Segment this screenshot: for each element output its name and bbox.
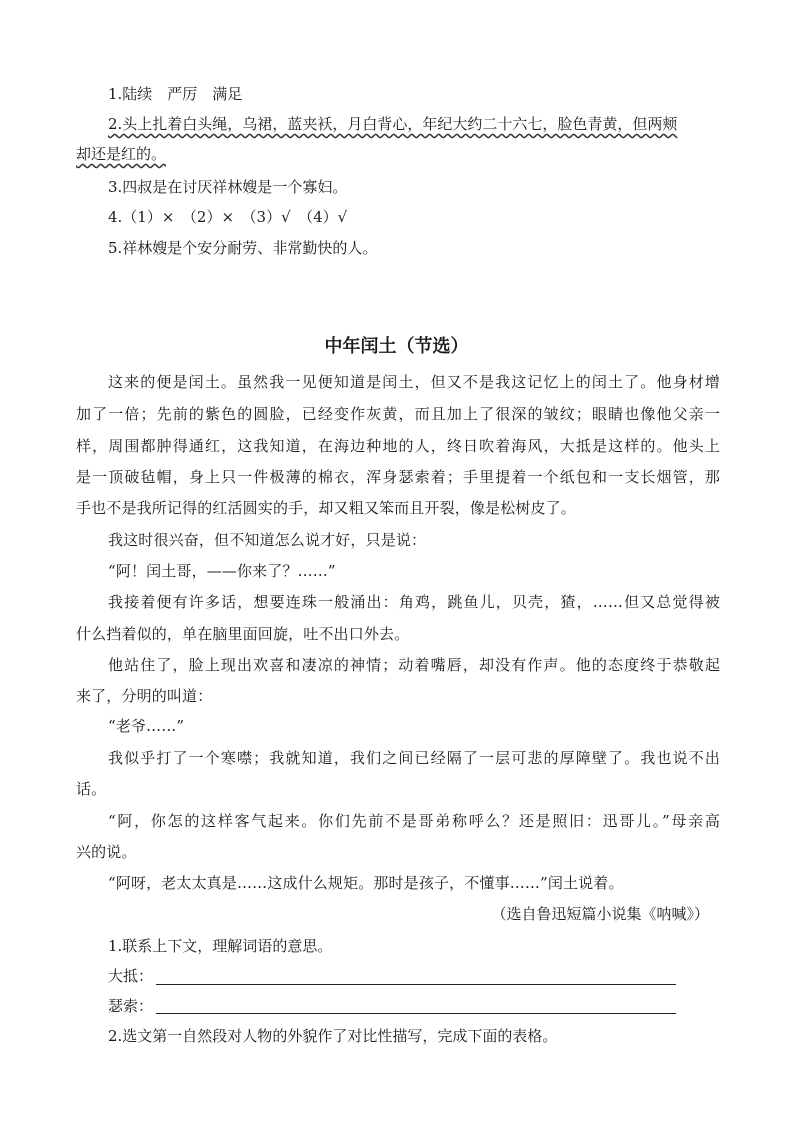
passage-line: 他站住了，脸上现出欢喜和凄凉的神情；动着嘴唇，却没有作声。他的态度终于恭敬起 [108,656,720,674]
passage-line: 兴的说。 [76,843,137,861]
passage-source: （选自鲁迅短篇小说集《呐喊》） [491,905,709,923]
passage-line: 样，周围都肿得通红，这我知道，在海边种地的人，终日吹着海风，大抵是这样的。他头上 [76,437,720,455]
passage-title: 中年闰土（节选） [324,336,469,357]
passage-line: “阿，你怎的这样客气起来。你们先前不是哥弟称呼么？还是照旧：迅哥儿。”母亲高 [108,812,720,830]
answer-blank-dadi[interactable] [156,984,676,985]
passage-line: “阿！闰土哥，——你来了？……” [108,562,336,580]
passage-line: 什么挡着似的，单在脑里面回旋，吐不出口外去。 [76,625,410,643]
passage-line: 这来的便是闰土。虽然我一见便知道是闰土，但又不是我这记忆上的闰土了。他身材增 [108,373,720,391]
answer-1: 1.陆续 严厉 满足 [108,85,243,103]
passage-line: 我接着便有许多话，想要连珠一般涌出：角鸡，跳鱼儿，贝壳，猹，……但又总觉得被 [108,593,720,611]
answer-4: 4.（1）× （2）× （3）√ （4）√ [108,208,348,226]
answer-2-line-1: 2.头上扎着白头绳，乌裙，蓝夹袄，月白背心，年纪大约二十六七，脸色青黄，但两颊 [108,115,678,133]
question-2: 2.选文第一自然段对人物的外貌作了对比性描写，完成下面的表格。 [108,1027,558,1045]
passage-line: 加了一倍；先前的紫色的圆脸，已经变作灰黄，而且加上了很深的皱纹；眼睛也像他父亲一 [76,405,720,423]
answer-blank-sesuo[interactable] [156,1013,676,1014]
blank-label-dadi: 大抵： [108,967,154,985]
passage-line: 话。 [76,780,107,798]
answer-5: 5.祥林嫂是个安分耐劳、非常勤快的人。 [108,239,378,257]
question-1: 1.联系上下文，理解词语的意思。 [108,937,333,955]
passage-line: 我这时很兴奋，但不知道怎么说才好，只是说： [108,531,427,549]
passage-line: 手也不是我所记得的红活圆实的手，却又粗又笨而且开裂，像是松树皮了。 [76,499,576,517]
blank-label-sesuo: 瑟索： [108,997,154,1015]
passage-line: 来了，分明的叫道： [76,687,213,705]
passage-line: 是一顶破毡帽，身上只一件极薄的棉衣，浑身瑟索着；手里提着一个纸包和一支长烟管，那 [76,468,720,486]
answer-3: 3.四叔是在讨厌祥林嫂是一个寡妇。 [108,178,348,196]
passage-line: 我似乎打了一个寒噤；我就知道，我们之间已经隔了一层可悲的厚障壁了。我也说不出 [108,749,720,767]
answer-2-line-2: 却还是红的。 [76,145,167,163]
passage-line: “老爷……” [108,717,185,735]
passage-line: “阿呀，老太太真是……这成什么规矩。那时是孩子，不懂事……”闰土说着。 [108,874,624,892]
